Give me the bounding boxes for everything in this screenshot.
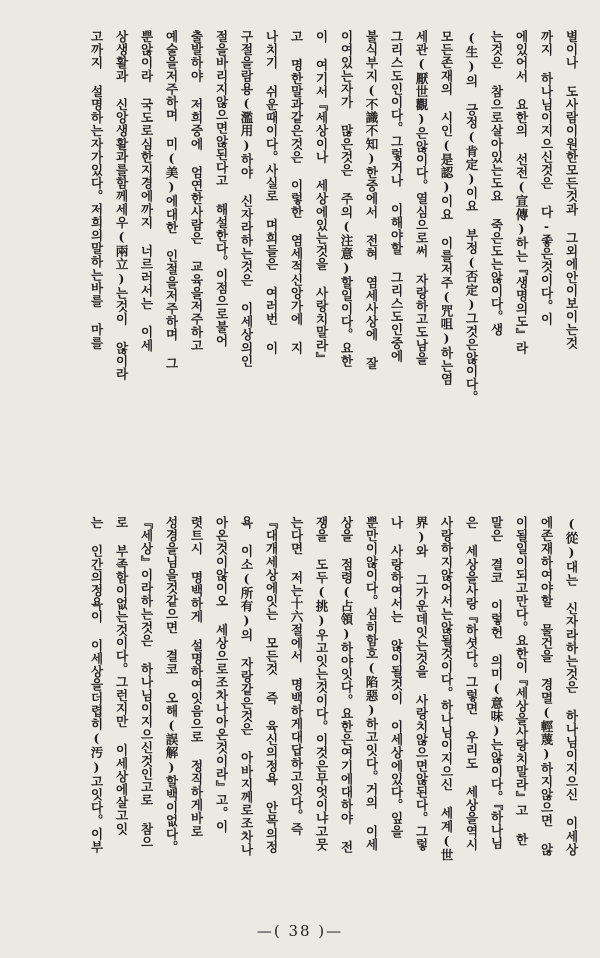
text-column: 욕 이소(所有)의 자랑같은것은 아바지께로조차나	[239, 516, 254, 856]
text-column: 상생활과 신앙생활과를함께세우(兩立)는것이 않이라	[114, 30, 129, 381]
text-column: 는 인간의정욕이 이세상을더렵히(汚)고잇다。이부	[89, 516, 104, 854]
text-column: 출발하야 저희중에 엄연한사람은 교육을저주하고	[189, 30, 204, 352]
page-number: —( 38 )—	[256, 922, 344, 940]
text-column: 나치기 쉬운때이다。사실로 며희들은 여러번 이	[264, 30, 279, 355]
text-column: 에있어서 요한의 선전(宣傳)하는『생명의도』라	[514, 30, 529, 355]
text-column: 이될일이되고만다。요한이『세상을사랑치말라』고 한	[514, 516, 529, 846]
text-column: 이 여기서『세상이나 세상에있는것을 사랑치말라』	[314, 30, 329, 365]
text-column: 까지 하나님이지으신것은 다-좋은것이다。이	[539, 30, 554, 326]
text-column: (從)대는 신자라하는것은 하나님이지으신 이세상	[564, 516, 579, 856]
text-column: 세관(厭世觀)은않이다。열심으로써 자랑하고도남을	[414, 30, 429, 365]
text-column: 성경을님을것같으면 결코 오해(誤解)할백이없다。	[164, 516, 179, 854]
text-column: 렷트시 명백하게 설명하여잇음으로 정직하게바로	[189, 516, 204, 838]
text-column: 고 명한말과같은것은 이렇한 염세적신앙가에 지	[289, 30, 304, 355]
top-text-block	[44, 30, 584, 480]
text-column: 는다면 저는十六절에서 명백하게대답하고잇다。즉	[289, 516, 304, 836]
text-column: 별이나 도사람이원한모든것과 그외에안이보이는것	[564, 30, 579, 350]
text-column: 『세상』이라하는것은 하나님이지으신것인고로 참으	[139, 516, 154, 849]
bottom-text-block	[44, 516, 584, 926]
text-column: 사랑하지않어서는않될것이다。하나님이지으신 세계(世	[439, 516, 454, 862]
text-column: 불식부지(不識不知)한중에서 전혀 염세사상에 잘	[364, 30, 379, 370]
text-column: 뿐만이않이다。심히함호(陷惡)하고잇다。거의 이세	[364, 516, 379, 851]
text-column: 界)와 그가운데잇는것을 사랑치않으면않된다。그렇	[414, 516, 429, 851]
text-column: 절을바리지않으면않된다고 해설한다。이점으로불어	[214, 30, 229, 347]
text-column: 쟁을 도두(挑)우고잇는것이다。이것은무엇이냐고뭇	[314, 516, 329, 851]
text-column: 아온것이않이오 세상으로조차나아온것이라』고。이	[214, 516, 229, 833]
text-column: (生)의 긍정(肯定)이요 부정(否定)그것은않이다。	[464, 30, 479, 404]
text-column: 로 부족함이없는것이다。그런지만 이세상에살고잇	[114, 516, 129, 836]
text-column: 에존재하여야할 물건을 경멸(輕蔑)하지않으면 않	[539, 516, 554, 856]
text-column: 고까지 설명하는자가있다。저희의말하는바를 마를	[89, 30, 104, 350]
text-column: 뿐않이라 국도로심한지경에까지 너르러서는 이세	[139, 30, 154, 352]
text-column: 은 세상을사랑『하셧다。그렇면 우리도 세상을역시	[464, 516, 479, 851]
text-column: 모든존재의 시인(是認)이요 이를저주(咒咀)하는염	[439, 30, 454, 386]
text-column: 그리스도인이다。그렇거나 이해야할 그리스도인중에	[389, 30, 404, 363]
text-column: 는것은 참으로살아있는도요 죽은도는않이다。생	[489, 30, 504, 337]
text-column: 이여있는자가 많은것은 주의(注意)할일이다。요한	[339, 30, 354, 368]
text-column: 예술을저주하며 미(美)에대한 인절을저주하며 그	[164, 30, 179, 370]
text-column: 『대개세상에잇는 모든것 즉 육신의정욕 안목의정	[264, 516, 279, 854]
text-column: 말은 결코 이렇헌 의미(意味)는않이다。『하나님	[489, 516, 504, 850]
text-column: 구절을람용(濫用)하야 신자라하는것은 이세상의인	[239, 30, 254, 368]
text-column: 상을 점령(占領)하야잇다。요한은여기에대하야 전	[339, 516, 354, 854]
text-column: 나 사랑하여서는 않이될것이 이세상에있다。잎을	[389, 516, 404, 838]
